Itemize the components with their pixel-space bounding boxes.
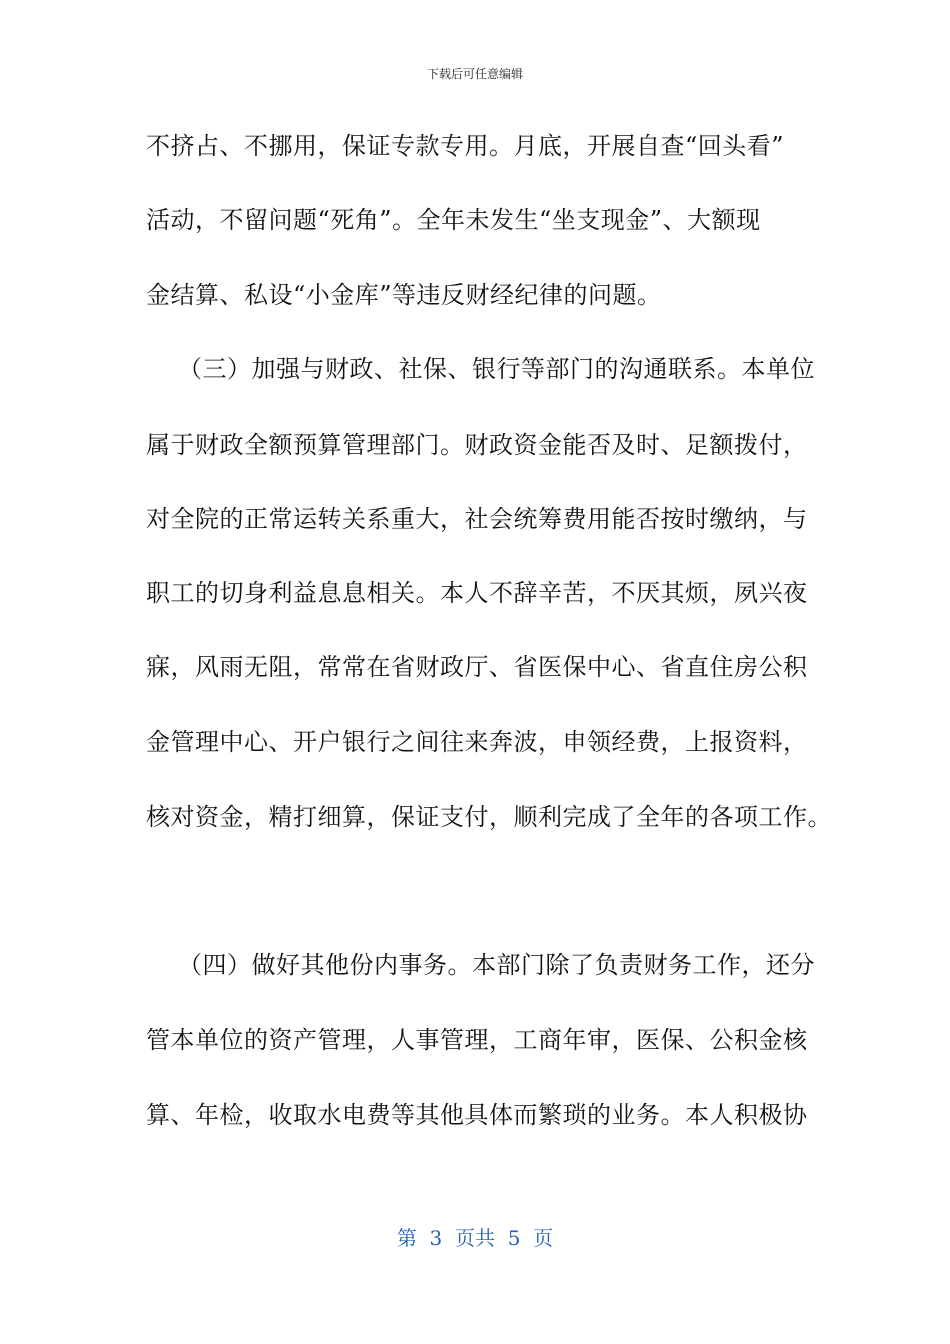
body-line-10: 核对资金，精打细算，保证支付，顺利完成了全年的各项工作。 [146, 803, 832, 831]
body-line-6: 对全院的正常运转关系重大，社会统筹费用能否按时缴纳，与 [146, 505, 808, 533]
page-header: 下载后可任意编辑 [426, 67, 523, 81]
body-line-2: 活动，不留问题“死角”。全年未发生“坐支现金”、大额现 [146, 206, 761, 234]
body-line-13: 算、年检，收取水电费等其他具体而繁琐的业务。本人积极协 [146, 1101, 808, 1129]
body-line-7: 职工的切身利益息息相关。本人不辞辛苦，不厌其烦，夙兴夜 [146, 579, 808, 607]
body-line-8: 寐，风雨无阻，常常在省财政厅、省医保中心、省直住房公积 [146, 653, 808, 681]
body-line-1: 不挤占、不挪用，保证专款专用。月底，开展自查“回头看” [146, 132, 785, 160]
body-line-4: （三）加强与财政、社保、银行等部门的沟通联系。本单位 [178, 355, 815, 383]
body-line-9: 金管理中心、开户银行之间往来奔波，申领经费，上报资料， [146, 728, 808, 756]
body-line-3: 金结算、私设“小金库”等违反财经纪律的问题。 [146, 281, 662, 309]
body-line-11: （四）做好其他份内事务。本部门除了负责财务工作，还分 [178, 951, 815, 979]
page-number-footer: 第 3 页共 5 页 [396, 1226, 554, 1250]
body-line-5: 属于财政全额预算管理部门。财政资金能否及时、足额拨付， [146, 431, 808, 459]
body-line-12: 管本单位的资产管理，人事管理，工商年审，医保、公积金核 [146, 1026, 808, 1054]
